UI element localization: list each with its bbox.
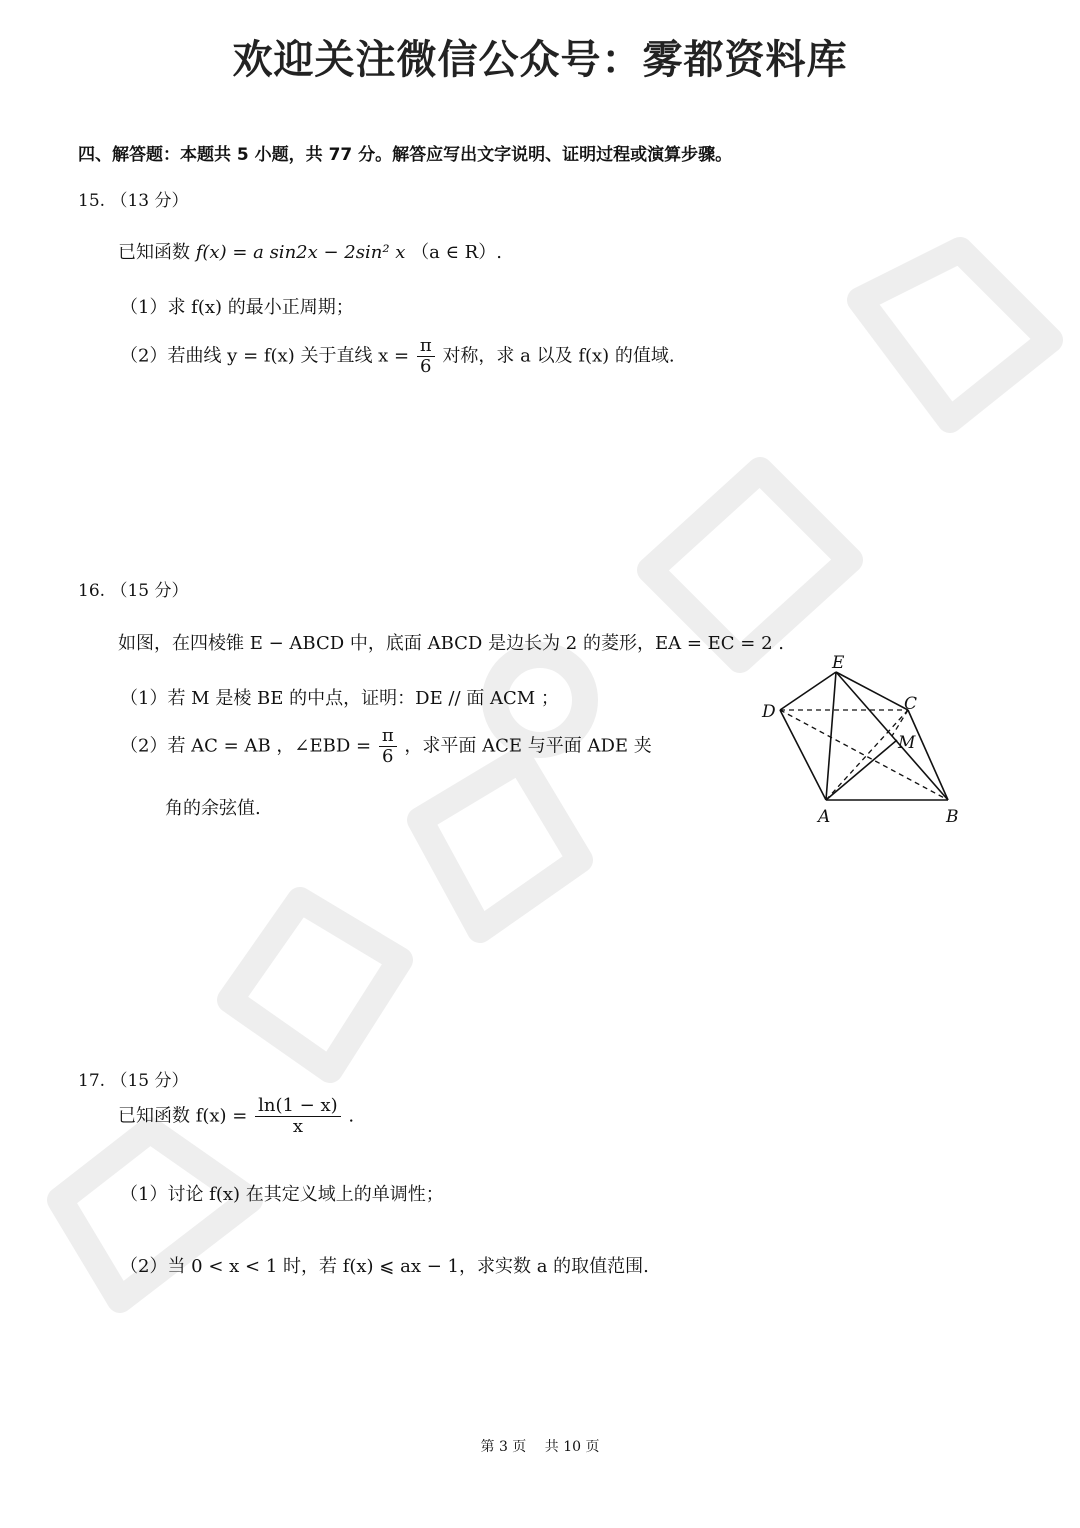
q16-stem: 如图，在四棱锥 E − ABCD 中，底面 ABCD 是边长为 2 的菱形，EA = EC = 2 .: [118, 633, 784, 654]
label-E: E: [832, 653, 845, 673]
q16-part2-prefix: （2）若 AC = AB ，∠EBD =: [120, 735, 372, 757]
label-C: C: [904, 694, 918, 714]
q16-part1: （1）若 M 是棱 BE 的中点，证明：DE // 面 ACM ；: [120, 688, 559, 709]
label-D: D: [762, 702, 776, 722]
q16-points: （15 分）: [110, 581, 189, 601]
q15-part2-prefix: （2）若曲线 y = f(x) 关于直线 x =: [120, 345, 410, 367]
q17-number: 17.: [78, 1071, 106, 1091]
q15-part1: （1）求 f(x) 的最小正周期；: [120, 297, 354, 318]
q16-header: [78, 576, 189, 601]
fraction-numerator: ln(1 − x): [255, 1096, 341, 1117]
q17-part2: （2）当 0 < x < 1 时，若 f(x) ⩽ ax − 1，求实数 a 的取值范围.: [120, 1256, 649, 1277]
q17-part1: （1）讨论 f(x) 在其定义域上的单调性；: [120, 1184, 444, 1205]
fraction-denominator: 6: [382, 745, 394, 767]
q16-part2-continued: 角的余弦值.: [165, 798, 261, 819]
q15-part2-suffix: 对称，求 a 以及 f(x) 的值域.: [442, 345, 675, 367]
q15-stem-prefix: 已知函数: [118, 242, 190, 263]
q17-stem: [118, 1096, 354, 1137]
q15-stem: [118, 238, 502, 264]
wechat-banner: 欢迎关注微信公众号：雾都资料库: [232, 37, 848, 83]
q16-number: 16.: [78, 581, 106, 601]
q15-points: （13 分）: [110, 191, 189, 211]
q17-stem-suffix: .: [348, 1105, 355, 1127]
q16-part2: [120, 726, 652, 767]
fraction-numerator: π: [417, 336, 435, 357]
q15-part2: [120, 336, 675, 377]
fraction-denominator: x: [292, 1115, 303, 1137]
q15-part2-fraction: [417, 336, 435, 377]
fraction-numerator: π: [379, 726, 397, 747]
q16-part2-suffix: ，求平面 ACE 与平面 ADE 夹: [404, 735, 652, 757]
q15-number: 15.: [78, 191, 106, 211]
section-heading: 四、解答题：本题共 5 小题，共 77 分。解答应写出文字说明、证明过程或演算步骤。: [78, 145, 733, 165]
q17-header: [78, 1066, 189, 1091]
pyramid-figure: [752, 650, 972, 830]
q16-part2-fraction: [379, 726, 397, 767]
label-M: M: [898, 733, 916, 753]
q15-stem-formula: f(x) = a sin2x − 2sin² x: [195, 242, 406, 263]
q15-stem-suffix: （a ∈ R）.: [411, 242, 502, 263]
page-footer: 第 3 页 共 10 页: [480, 1439, 600, 1455]
q17-stem-fraction: [255, 1096, 341, 1137]
label-A: A: [818, 807, 831, 827]
q15-header: [78, 186, 189, 211]
label-B: B: [946, 807, 959, 827]
q17-stem-prefix: 已知函数 f(x) =: [118, 1105, 248, 1127]
q17-points: （15 分）: [110, 1071, 189, 1091]
fraction-denominator: 6: [420, 355, 432, 377]
